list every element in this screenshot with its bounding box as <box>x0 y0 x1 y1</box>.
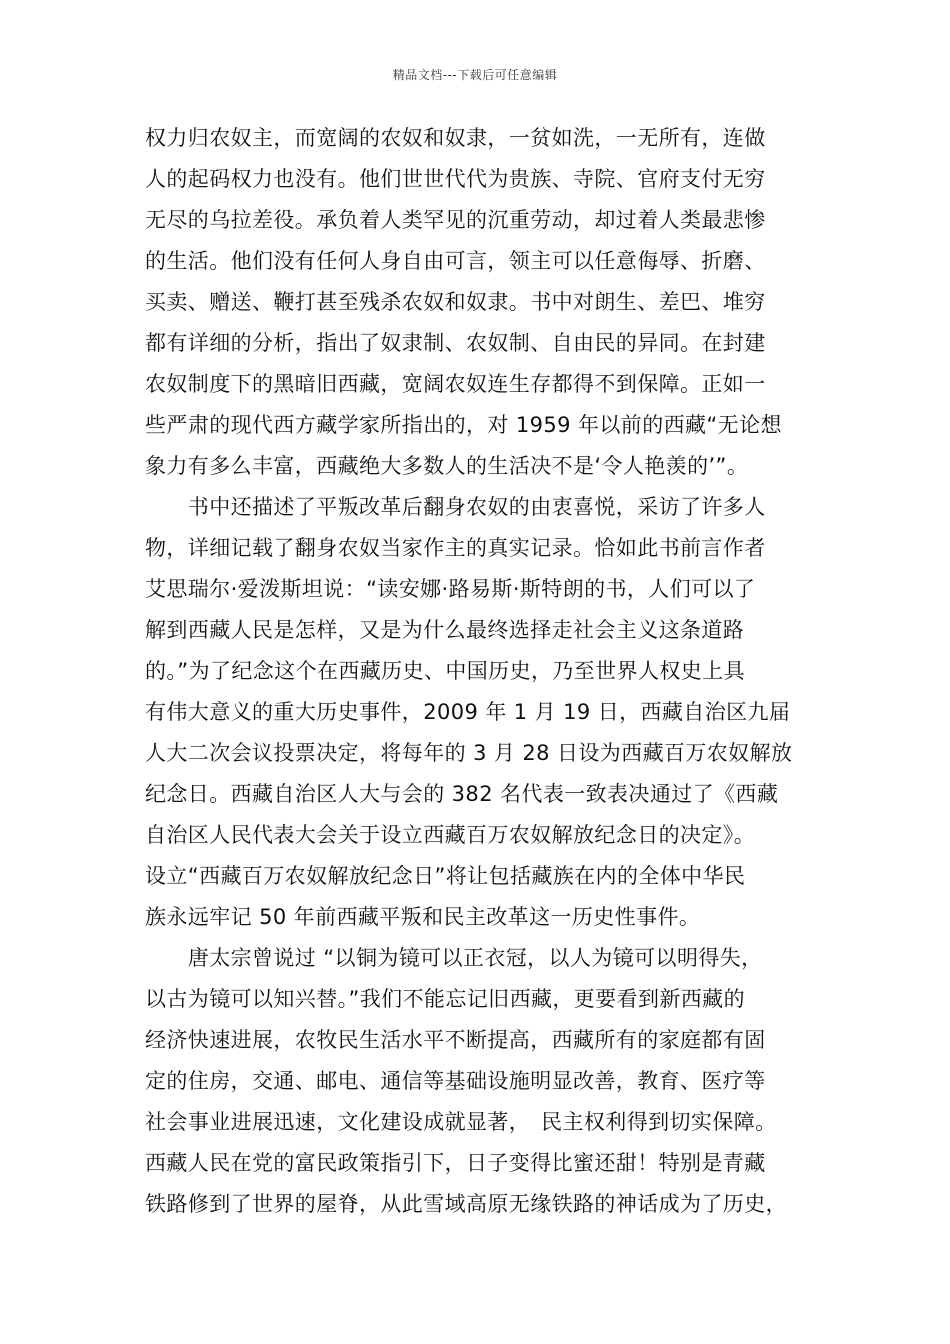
text-line: 无尽的乌拉差役。承负着人类罕见的沉重劳动，却过着人类最悲惨 <box>145 208 766 232</box>
text-line: 人的起码权力也没有。他们世世代代为贵族、寺院、官府支付无穷 <box>145 167 766 191</box>
text-line: 些严肃的现代西方藏学家所指出的，对 1959 年以前的西藏“无论想 <box>145 413 782 437</box>
text-line: 的生活。他们没有任何人身自由可言，领主可以任意侮辱、折磨、 <box>145 249 766 273</box>
text-line: 经济快速进展，农牧民生活水平不断提高，西藏所有的家庭都有固 <box>145 1028 766 1052</box>
text-line: 西藏人民在党的富民政策指引下，日子变得比蜜还甜！特别是青藏 <box>145 1151 766 1175</box>
text-line: 都有详细的分析，指出了奴隶制、农奴制、自由民的异同。在封建 <box>145 331 766 355</box>
text-line: 权力归农奴主，而宽阔的农奴和奴隶，一贫如洗，一无所有，连做 <box>145 126 766 150</box>
text-line: 的。”为了纪念这个在西藏历史、中国历史，乃至世界人权史上具 <box>145 659 745 683</box>
text-line: 象力有多么丰富，西藏绝大多数人的生活决不是‘令人艳羡的’”。 <box>145 454 749 478</box>
text-line: 铁路修到了世界的屋脊，从此雪域高原无缘铁路的神话成为了历史， <box>145 1192 787 1216</box>
text-line: 定的住房，交通、邮电、通信等基础设施明显改善，教育、医疗等 <box>145 1069 766 1093</box>
text-line: 唐太宗曾说过 “以铜为镜可以正衣冠，以人为镜可以明得失， <box>145 946 763 970</box>
text-line: 自治区人民代表大会关于设立西藏百万农奴解放纪念日的决定》。 <box>145 823 756 847</box>
document-body <box>145 118 825 1225</box>
text-line: 以古为镜可以知兴替。”我们不能忘记旧西藏，更要看到新西藏的 <box>145 987 745 1011</box>
text-line: 纪念日。西藏自治区人大与会的 382 名代表一致表决通过了《西藏 <box>145 782 779 806</box>
text-line: 人大二次会议投票决定，将每年的 3 月 28 日设为西藏百万农奴解放 <box>145 741 793 765</box>
text-line: 买卖、赠送、鞭打甚至残杀农奴和奴隶。书中对朗生、差巴、堆穷 <box>145 290 766 314</box>
text-line: 族永远牢记 50 年前西藏平叛和民主改革这一历史性事件。 <box>145 905 701 929</box>
text-line: 设立“西藏百万农奴解放纪念日”将让包括藏族在内的全体中华民 <box>145 864 746 888</box>
text-line: 物，详细记载了翻身农奴当家作主的真实记录。恰如此书前言作者 <box>145 536 766 560</box>
text-line: 书中还描述了平叛改革后翻身农奴的由衷喜悦，采访了许多人 <box>145 495 766 519</box>
text-line: 有伟大意义的重大历史事件，2009 年 1 月 19 日，西藏自治区九届 <box>145 700 791 724</box>
page-header: 精品文档---下载后可任意编辑 <box>392 68 558 82</box>
text-line: 农奴制度下的黑暗旧西藏，宽阔农奴连生存都得不到保障。正如一 <box>145 372 766 396</box>
text-line: 解到西藏人民是怎样，又是为什么最终选择走社会主义这条道路 <box>145 618 745 642</box>
text-line: 社会事业进展迅速，文化建设成就显著， 民主权利得到切实保障。 <box>145 1110 777 1134</box>
text-line: 艾思瑞尔·爱泼斯坦说：“读安娜·路易斯·斯特朗的书，人们可以了 <box>145 577 756 601</box>
